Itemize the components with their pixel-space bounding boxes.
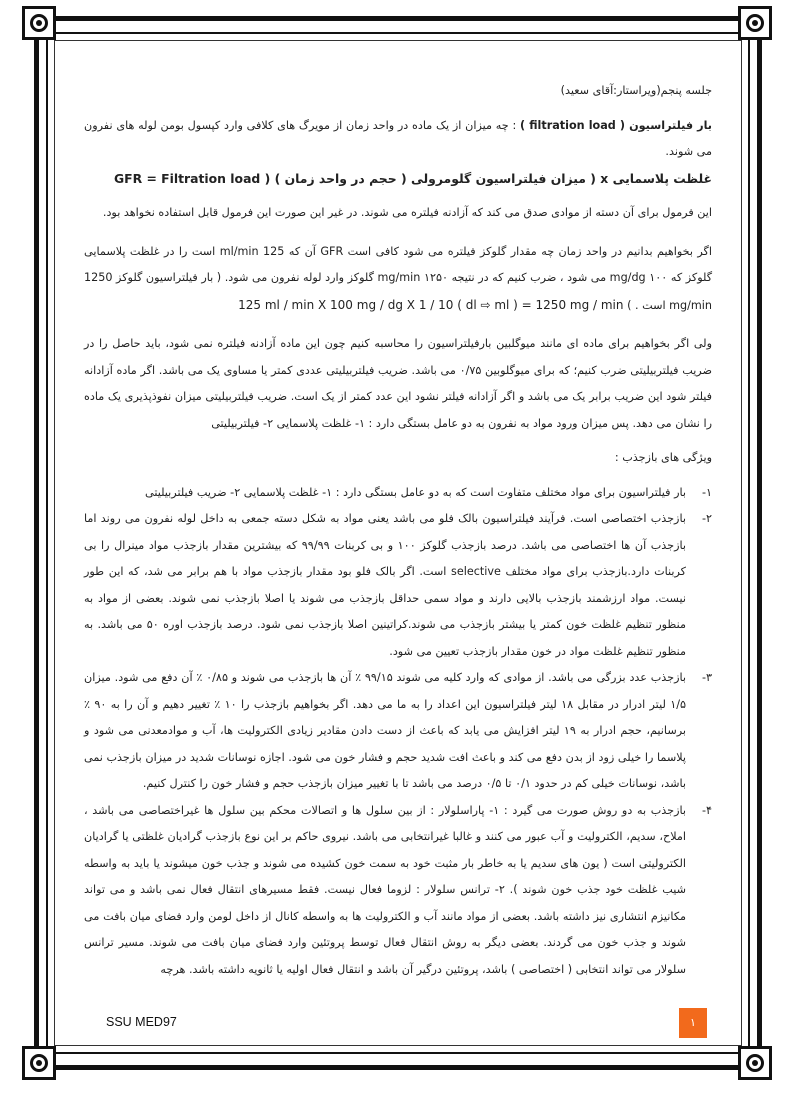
corner-ornament-top-left (22, 6, 56, 40)
list-number: ۱- (701, 485, 712, 499)
list-item (84, 480, 712, 507)
corner-ornament-bottom-left (22, 1046, 56, 1080)
list-number: ۲- (701, 512, 712, 525)
definition-term: بار فیلتراسیون ( filtration load ) (520, 118, 712, 132)
list-text: بازجذب به دو روش صورت می گیرد : ۱- پاراسلولار : از بین سلول ها و اتصالات محکم بین سلول ها غیراختصاصی می باشد ، املاح، سدیم، الکترولیت و آب عبور می کنند و غالبا غیرانتخابی می باشد. نیروی حاکم بر این نوع بازجذب گرادیان غلظتی یا گرادیان الکترولیتی است ( یون های سدیم یا به خاطر بار مثبت خود به سمت خون کشیده می شوند و جذب خون میشوند یا باید به واسطه شیب غلظت خود جذب خون شوند ). ۲- ترانس سلولار : لزوما فعال نیست. فقط مسیرهای انتقال فعال نمی باشد و می تواند مکانیزم انتشاری نیز داشته باشد. بعضی از مواد مانند آب و الکترولیت ها به واسطه کانال از داخل لومن وارد فضای میان بافت می شوند و جذب خون می گردند. بعضی دیگر به روش انتقال فعال توسط پروتئین وارد فضای میان بافت می شوند. مسیر ترانس سلولار می تواند انتخابی ( اختصاصی ) باشد، پروتئین درگیر آن باشد و انتقال فعال اولیه یا ثانویه داشته باشد. هرچه (84, 803, 686, 976)
definition-text: : چه میزان از یک ماده در واحد زمان از مویرگ های کلافی وارد کپسول بومن لوله های نفرون می شوند. (84, 118, 712, 158)
list-item (84, 506, 712, 665)
features-list (84, 480, 712, 984)
list-item (84, 665, 712, 798)
corner-ornament-bottom-right (738, 1046, 772, 1080)
footer-label: SSU MED97 (106, 1015, 177, 1029)
list-text: بازجذب اختصاصی است. فرآیند فیلتراسیون بالک فلو می باشد یعنی مواد به شکل دسته جمعی به داخل لوله نفرون می روند اما بازجذب آن ها اختصاصی می باشد. درصد بازجذب گلوکز ۱۰۰ و بی کربنات ۹۹/۹۹ که بیشترین مقدار بازجذب مواد مینرال را بی کربنات دارد.بازجذب برای مواد مختلف selective است. اگر بالک فلو بود مقدار بازجذب مواد با هم برابر می شد، که این طور نیست. مواد ارزشمند بازجذب بالایی دارند و مواد سمی حداقل بازجذب می شوند یا اصلا بازجذب نمی شوند. بعضی از مواد به منظور تنظیم غلظت خون کمتر یا بیشتر بازجذب می شوند.کراتینین اصلا بازجذب نمی شود. درصد بازجذب اوره ۵۰ می باشد. به منظور تنظیم غلظت مواد در خون مقدار بازجذب تعیین می شود. (84, 512, 687, 658)
list-text: بازجذب عدد بزرگی می باشد. از موادی که وارد کلیه می شوند ۹۹/۱۵ ٪ آن ها بازجذب می شوند و ۰/۸۵ ٪ آن دفع می شود. میزان ۱/۵ لیتر ادرار در مقابل ۱۸ لیتر فیلتراسیون این اعداد را به ما می دهد. اگر بخواهیم بازجذب را ۱۰ ٪ تغییر دهیم و آن را به ۹۰ ٪ برسانیم، حجم ادرار به ۱۹ لیتر افزایش می یابد که باعث از دست دادن مقادیر زیادی الکترولیت ها، آب و موادمعدنی می شود و پلاسما را خیلی زود از بدن دفع می کند و باعث افت شدید حجم و فشار خون می شود. اجازه نوسانات شدید در میزان بازجذب نمی باشد، نوسانات خیلی کم در حدود ۰/۱ تا ۰/۵ درصد می باشد تا با تغییر میزان بازجذب حجم و فشار خون را کنترل کنیم. (84, 671, 686, 790)
definition-paragraph (84, 113, 712, 166)
myoglobin-paragraph: ولی اگر بخواهیم برای ماده ای مانند میوگلبین بارفیلتراسیون را محاسبه کنیم چون این ماده آزادنه فیلتره نمی شود، باید حاصل را در ضریب فیلتربیلیتی ضرب کنیم؛ که برای میوگلوبین ۰/۷۵ می باشد. ضریب فیلتربیلیتی عددی کمتر یا مساوی یک می باشد. اگر ماده آزادانه فیلتر شود این ضریب برابر یک می باشد و اگر آزادانه فیلتر نشود این عدد کمتر از یک است. ضریب فیلتربیلیتی میزان نفوذپذیری یک ماده را نشان می دهد. پس میزان ورود مواد به نفرون به دو عامل بستگی دارد : ۱- غلظت پلاسمایی ۲- فیلتربیلیتی (84, 337, 712, 430)
formula-note: این فرمول برای آن دسته از موادی صدق می کند که آزادنه فیلتره می شوند. در غیر این صورت این فرمول قابل استفاده نخواهد بود. (102, 206, 712, 219)
session-header: جلسه پنجم(ویراستار:آقای سعید) (560, 84, 712, 97)
list-text: بار فیلتراسیون برای مواد مختلف متفاوت است که به دو عامل بستگی دارد : ۱- غلظت پلاسمایی ۲- ضریب فیلتربیلیتی (145, 485, 686, 499)
document-body (84, 78, 712, 983)
page-number-badge: ۱ (679, 1008, 707, 1038)
list-item (84, 798, 712, 984)
list-number: ۳- (701, 671, 712, 684)
list-number: ۴- (701, 803, 712, 817)
features-title: ویژگی های بازجذب : (614, 451, 712, 464)
glucose-equation: 125 ml / min X 100 mg / dg X 1 / 10 ( dl ⇨ ml ) = 1250 mg / min (238, 297, 624, 312)
corner-ornament-top-right (738, 6, 772, 40)
glucose-paragraph (84, 239, 712, 320)
filtration-load-formula: غلظت پلاسمایی x ( میزان فیلتراسیون گلومرولی ( حجم در واحد زمان ) ( GFR = Filtration load (113, 170, 712, 186)
glucose-text: اگر بخواهیم بدانیم در واحد زمان چه مقدار گلوکز فیلتره می شود کافی است GFR آن که 125 ml/min است را در غلظت پلاسمایی گلوکز که ۱۰۰ mg/dg می شود ، ضرب کنیم که در نتیجه ۱۲۵۰ mg/min گلوکز وارد لوله نفرون می شود. ( بار فیلتراسیون گلوکز 1250 mg/min است . ) (84, 244, 713, 312)
